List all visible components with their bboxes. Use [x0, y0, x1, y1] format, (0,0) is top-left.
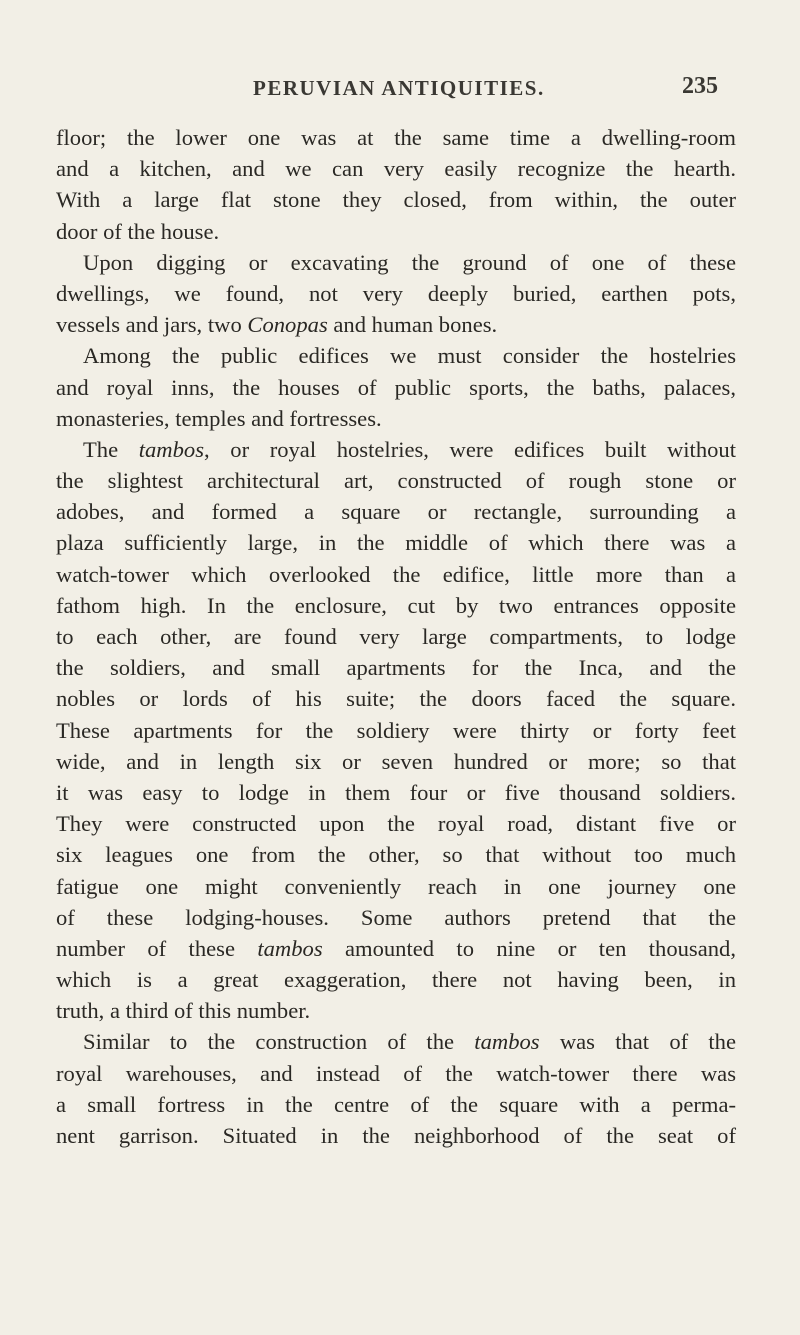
running-title: PERUVIAN ANTIQUITIES. [253, 76, 545, 100]
text-line: door of the house. [56, 218, 220, 244]
text-line: floor; the lower one was at the same time a dwelling-room [56, 125, 736, 150]
text-line: nent garrison. Situated in the neighborhood of the seat of [56, 1123, 736, 1148]
text-line: plaza sufficiently large, in the middle of which there was a [56, 530, 736, 556]
text-line: watch-tower which overlooked the edifice, little more than a [56, 561, 736, 587]
text-line: dwellings, we found, not very deeply buried, earthen pots, [56, 280, 736, 306]
text-line: number of these tambos amounted to nine or ten thousand, [56, 935, 736, 961]
text-line: Similar to the construction of the tambos was that of the [83, 1029, 736, 1055]
text-line: the slightest architectural art, constructed of rough stone or [56, 468, 736, 494]
text-line: six leagues one from the other, so that without too much [56, 842, 736, 868]
text-line: of these lodging-houses. Some authors pretend that the [56, 904, 736, 930]
text-line: They were constructed upon the royal road, distant five or [56, 811, 736, 837]
text-line: royal warehouses, and instead of the watch-tower there was [56, 1060, 736, 1086]
text-line: These apartments for the soldiery were thirty or forty feet [56, 717, 736, 743]
text-line: Among the public edifices we must consider the hostelries [83, 343, 736, 369]
text-line: wide, and in length six or seven hundred or more; so that [56, 748, 736, 774]
text-line: and royal inns, the houses of public sports, the baths, palaces, [56, 374, 736, 400]
page-number: 235 [682, 73, 718, 99]
text-line: Upon digging or excavating the ground of one of these [83, 249, 736, 275]
text-line: With a large flat stone they closed, from within, the outer [56, 187, 736, 213]
text-line: fatigue one might conveniently reach in one journey one [56, 873, 736, 899]
text-line: to each other, are found very large compartments, to lodge [56, 624, 736, 649]
text-line: nobles or lords of his suite; the doors faced the square. [56, 686, 736, 712]
text-line: the soldiers, and small apartments for the Inca, and the [56, 655, 736, 681]
text-line: truth, a third of this number. [56, 998, 311, 1024]
text-line: a small fortress in the centre of the square with a perma- [56, 1091, 736, 1117]
text-line: and a kitchen, and we can very easily recognize the hearth. [56, 156, 736, 182]
text-line: which is a great exaggeration, there not having been, in [56, 967, 736, 993]
text-line: monasteries, temples and fortresses. [56, 405, 382, 431]
body-text [56, 122, 736, 1151]
text-line: it was easy to lodge in them four or five thousand soldiers. [56, 779, 736, 805]
text-line: fathom high. In the enclosure, cut by two entrances opposite [56, 592, 736, 618]
text-line: vessels and jars, two Conopas and human bones. [56, 312, 498, 338]
running-header [253, 73, 718, 110]
text-line: adobes, and formed a square or rectangle, surrounding a [56, 499, 736, 525]
text-line: The tambos, or royal hostelries, were edifices built without [83, 436, 736, 462]
